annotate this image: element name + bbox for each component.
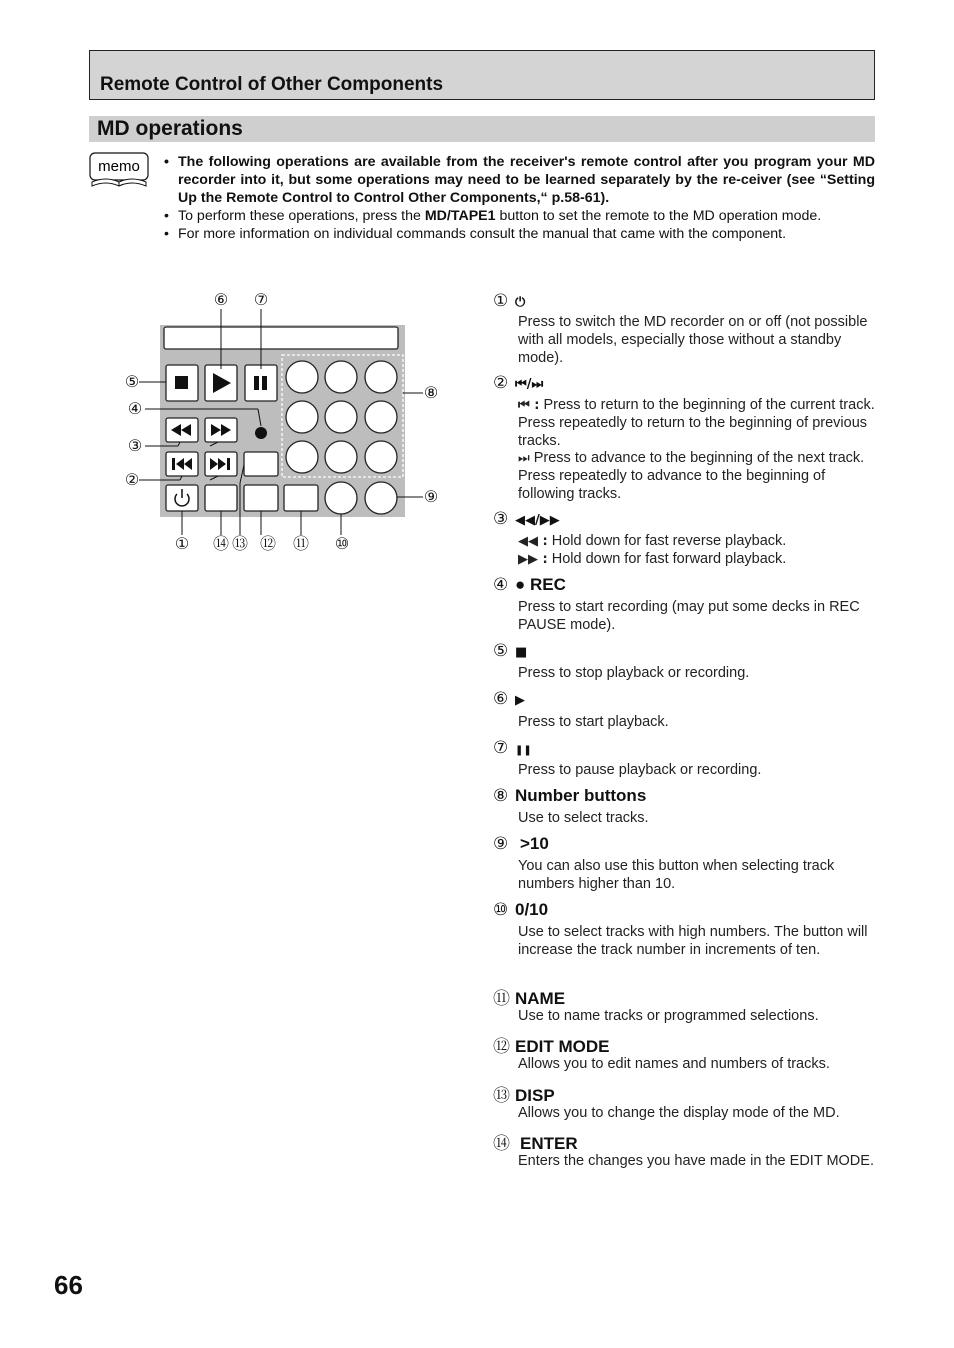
remote-display <box>164 327 398 349</box>
enter-button[interactable] <box>205 485 237 511</box>
number-button-5[interactable] <box>325 401 357 433</box>
skip-icon: ⏮/⏭ <box>515 377 544 392</box>
item-1-title: ① ⏻ <box>493 291 526 310</box>
section-title: MD operations <box>97 117 243 140</box>
item-11-title: ⑪ NAME <box>493 989 566 1008</box>
item-5-desc: Press to stop playback or recording. <box>518 665 750 681</box>
remote-diagram <box>120 285 450 555</box>
callout-1: ① <box>174 536 190 553</box>
remote-diagram-svg <box>120 285 450 555</box>
callout-9: ⑨ <box>423 489 439 506</box>
item-13-title: ⑬ DISP <box>493 1086 555 1105</box>
number-keypad <box>286 361 397 473</box>
memo-bullet-1: • The following operations are available from the receiver's remote control after you program your MD recorder into it, but some operations may need to be learned separately by the re-ceiver (see “Setting Up the Remote Control to Control Other Components,“ p.58-61). <box>160 153 875 207</box>
item-12-desc: Allows you to edit names and numbers of tracks. <box>518 1056 830 1072</box>
callout-6: ⑥ <box>213 292 229 309</box>
edit-mode-button[interactable] <box>244 485 278 511</box>
item-4-desc: Press to start recording (may put some decks in REC PAUSE mode). <box>518 599 860 633</box>
item-5-title: ⑤ ■ <box>493 641 528 660</box>
item-10-title: ⑩ 0/10 <box>493 900 549 919</box>
item-9-desc: You can also use this button when selecting track numbers higher than 10. <box>518 858 835 892</box>
number-button-4[interactable] <box>286 401 318 433</box>
item-3-title: ③ ◀◀/▶▶ <box>493 509 560 528</box>
disp-button[interactable] <box>244 452 278 476</box>
callout-3: ③ <box>127 438 143 455</box>
stop-icon: ■ <box>515 645 528 660</box>
item-13-desc: Allows you to change the display mode of the MD. <box>518 1105 840 1121</box>
item-14-title: ⑭ ENTER <box>493 1134 578 1153</box>
memo-list <box>160 153 875 243</box>
search-arrows-icon: ◀◀/▶▶ <box>515 513 560 528</box>
greater-than-10-button[interactable] <box>365 482 397 514</box>
item-7-desc: Press to pause playback or recording. <box>518 762 762 778</box>
callout-2: ② <box>124 472 140 489</box>
callout-8: ⑧ <box>423 385 439 402</box>
zero-ten-button[interactable] <box>325 482 357 514</box>
callout-5: ⑤ <box>124 374 140 391</box>
callout-11: ⑪ <box>292 536 310 553</box>
item-7-title: ⑦ ❚❚ <box>493 738 532 757</box>
item-2-desc: ⏮ : Press to return to the beginning of the current track. Press repeatedly to return to the beginning of previous tracks. ⏭ Press to advance to the beginning of the next track. Press repeatedly to advance to the beginning of following tracks. <box>518 397 875 502</box>
item-9-title: ⑨ >10 <box>493 834 549 853</box>
callout-12: ⑫ <box>259 536 277 553</box>
name-button[interactable] <box>284 485 318 511</box>
item-8-desc: Use to select tracks. <box>518 810 649 826</box>
rec-button[interactable] <box>255 427 267 439</box>
item-6-desc: Press to start playback. <box>518 714 669 730</box>
callout-13: ⑬ <box>231 536 249 553</box>
callout-14: ⑭ <box>212 536 230 553</box>
number-button-3[interactable] <box>365 361 397 393</box>
chapter-header <box>89 50 875 100</box>
number-button-6[interactable] <box>365 401 397 433</box>
item-11-desc: Use to name tracks or programmed selections. <box>518 1008 819 1024</box>
number-button-8[interactable] <box>325 441 357 473</box>
section-header <box>89 116 875 142</box>
page-number: 66 <box>54 1270 83 1300</box>
item-1-desc: Press to switch the MD recorder on or off (not possible with all models, especially those without a standby mode). <box>518 314 868 366</box>
number-button-1[interactable] <box>286 361 318 393</box>
number-button-2[interactable] <box>325 361 357 393</box>
item-2-title: ② ⏮/⏭ <box>493 373 544 392</box>
callout-7: ⑦ <box>253 292 269 309</box>
next-track-icon: ⏭ <box>518 451 530 467</box>
chapter-title: Remote Control of Other Components <box>100 74 444 95</box>
callout-10: ⑩ <box>334 536 350 553</box>
item-10-desc: Use to select tracks with high numbers. The button will increase the track number in increments of ten. <box>518 924 868 958</box>
memo-icon <box>89 152 149 190</box>
callout-4: ④ <box>127 401 143 418</box>
pause-icon: ❚❚ <box>515 745 532 756</box>
item-14-desc: Enters the changes you have made in the EDIT MODE. <box>518 1153 874 1169</box>
memo-bullet-3: • For more information on individual commands consult the manual that came with the component. <box>160 225 875 243</box>
item-8-title: ⑧ Number buttons <box>493 786 647 805</box>
item-4-title: ④ ● REC <box>493 575 566 594</box>
previous-track-icon: ⏮ : <box>518 398 540 413</box>
number-button-7[interactable] <box>286 441 318 473</box>
fast-forward-icon: ▶▶ : <box>518 551 548 567</box>
memo-icon-label: memo <box>98 158 140 175</box>
memo-bullet-2: • To perform these operations, press the MD/TAPE1 button to set the remote to the MD operation mode. <box>160 207 875 225</box>
item-3-desc: ◀◀ : Hold down for fast reverse playback. ▶▶ : Hold down for fast forward playback. <box>518 533 787 567</box>
power-icon: ⏻ <box>515 295 526 310</box>
number-button-9[interactable] <box>365 441 397 473</box>
rewind-icon: ◀◀ : <box>518 534 548 549</box>
play-icon: ▶ <box>515 693 525 708</box>
item-12-title: ⑫ EDIT MODE <box>493 1037 610 1056</box>
pause-button[interactable] <box>245 365 277 401</box>
item-6-title: ⑥ ▶ <box>493 689 525 708</box>
